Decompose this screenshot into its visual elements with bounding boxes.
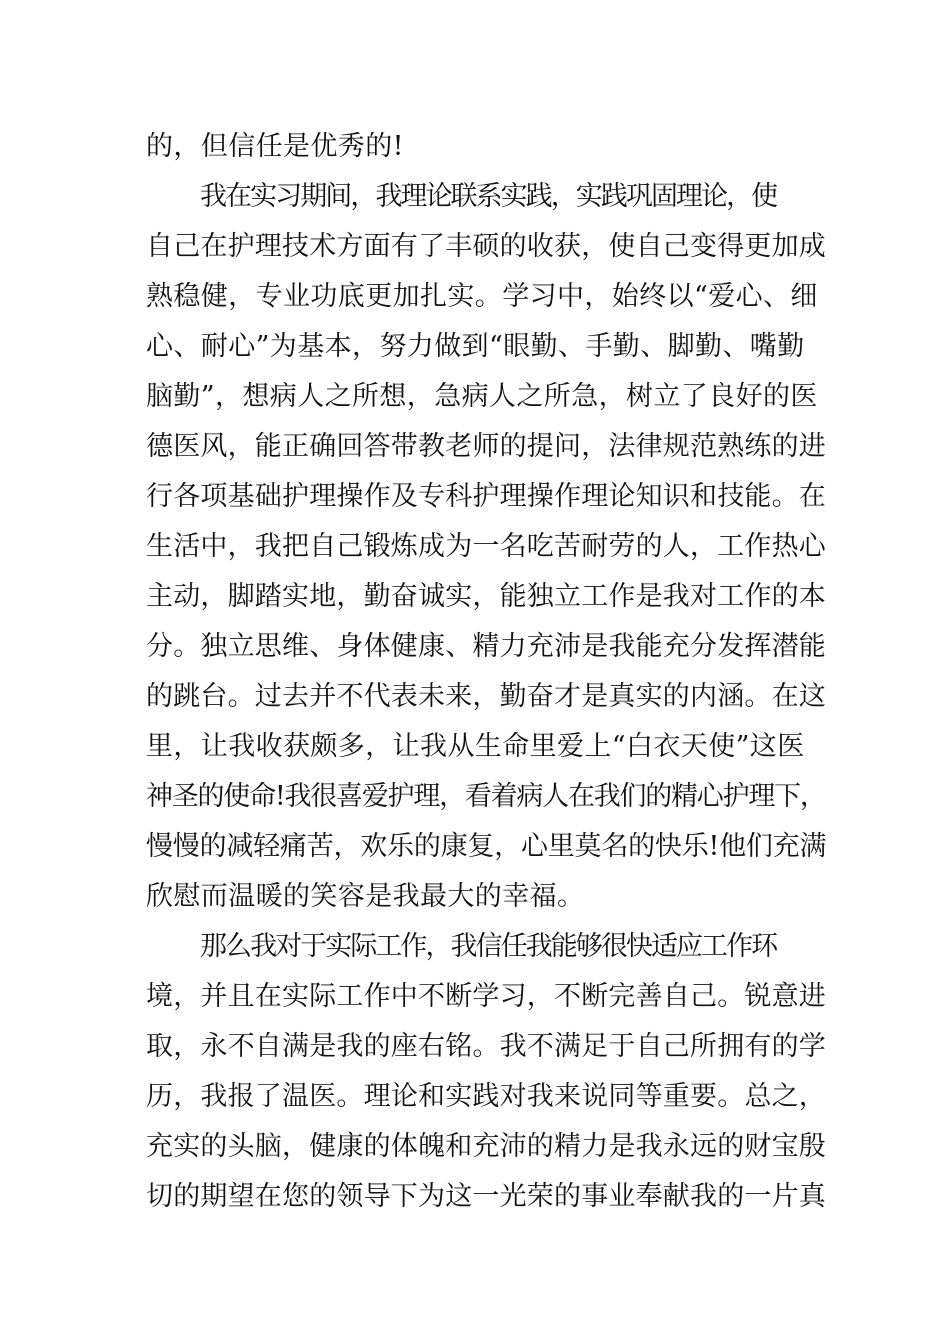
text-line: 充实的头脑，健康的体魄和充沛的精力是我永远的财宝殷	[146, 1131, 826, 1162]
text-line: 脑勤”，想病人之所想，急病人之所急，树立了良好的医	[146, 381, 818, 412]
text-line: 历，我报了温医。理论和实践对我来说同等重要。总之，	[146, 1081, 826, 1112]
text-line: 生活中，我把自己锻炼成为一名吃苦耐劳的人，工作热心	[146, 531, 826, 562]
text-line: 境，并且在实际工作中不断学习，不断完善自己。锐意进	[146, 981, 826, 1012]
text-line: 取，永不自满是我的座右铭。我不满足于自己所拥有的学	[146, 1031, 826, 1062]
text-line: 心、耐心”为基本，努力做到“眼勤、手勤、脚勤、嘴勤	[146, 331, 805, 362]
text-line: 主动，脚踏实地，勤奋诚实，能独立工作是我对工作的本	[146, 581, 826, 612]
text-line: 慢慢的减轻痛苦，欢乐的康复，心里莫名的快乐!他们充满	[146, 831, 827, 862]
text-line: 的，但信任是优秀的!	[146, 131, 404, 162]
paragraph-first-line: 那么我对于实际工作，我信任我能够很快适应工作环	[200, 931, 777, 962]
text-line: 自己在护理技术方面有了丰硕的收获，使自己变得更加成	[146, 231, 826, 262]
text-line: 里，让我收获颇多，让我从生命里爱上“白衣天使”这医	[146, 731, 805, 762]
text-line: 神圣的使命!我很喜爱护理，看着病人在我们的精心护理下，	[146, 781, 826, 812]
paragraph-first-line: 我在实习期间，我理论联系实践，实践巩固理论，使	[200, 181, 777, 212]
text-line: 欣慰而温暖的笑容是我最大的幸福。	[146, 881, 585, 912]
text-line: 切的期望在您的领导下为这一光荣的事业奉献我的一片真	[146, 1181, 826, 1212]
text-line: 德医风，能正确回答带教老师的提问，法律规范熟练的进	[146, 431, 826, 462]
text-line: 分。独立思维、身体健康、精力充沛是我能充分发挥潜能	[146, 631, 826, 662]
text-line: 熟稳健，专业功底更加扎实。学习中，始终以“爱心、细	[146, 281, 818, 312]
text-line: 行各项基础护理操作及专科护理操作理论知识和技能。在	[146, 481, 826, 512]
text-line: 的跳台。过去并不代表未来，勤奋才是真实的内涵。在这	[146, 681, 826, 712]
